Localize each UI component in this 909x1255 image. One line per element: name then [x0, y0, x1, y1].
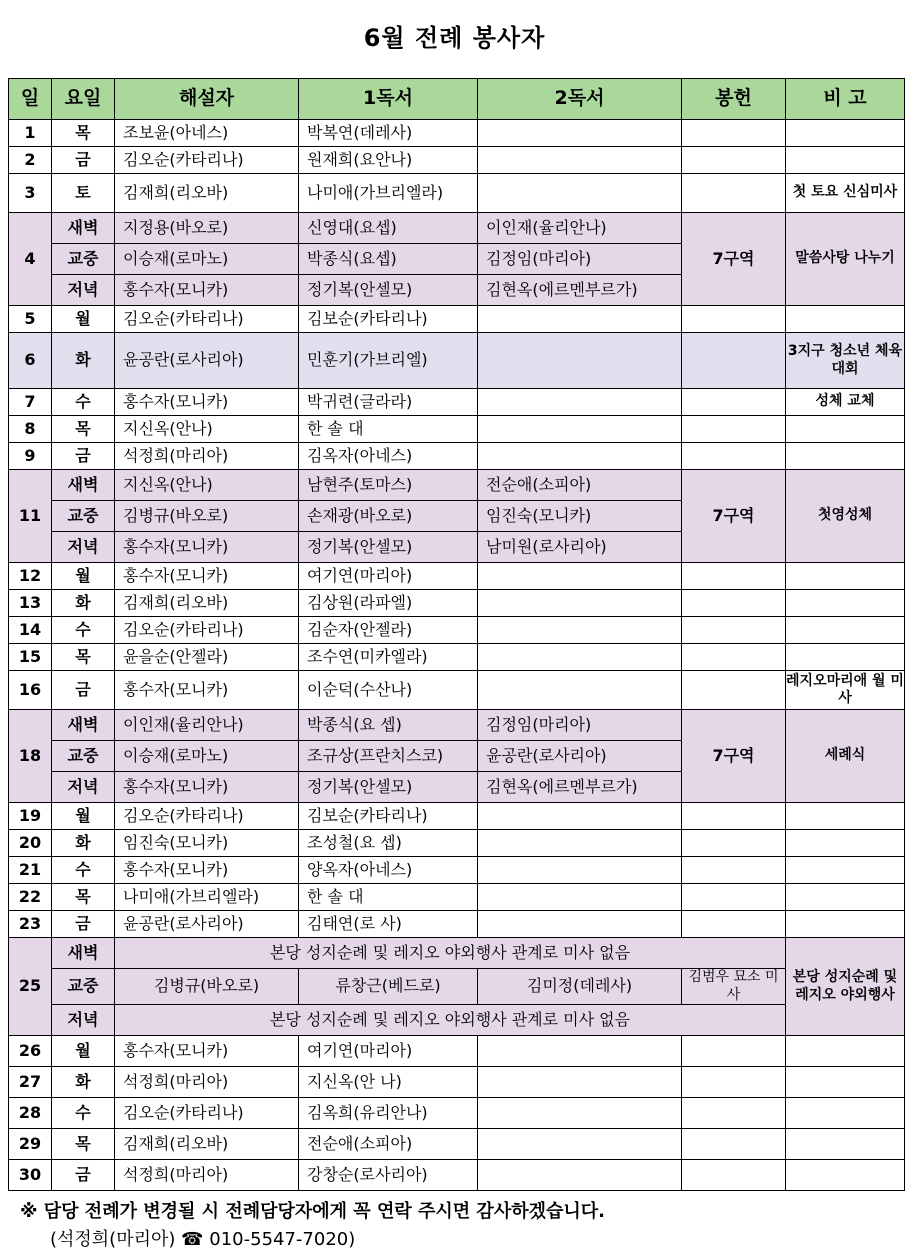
page-title: 6월 전례 봉사자	[363, 24, 546, 52]
narrator-cell: 홍수자(모니카)	[115, 857, 299, 884]
offering-cell	[682, 911, 786, 938]
weekday-cell: 금	[52, 911, 115, 938]
reading2-cell	[478, 120, 682, 147]
table-row	[9, 969, 905, 1005]
weekday-cell: 목	[52, 884, 115, 911]
weekday-cell: 토	[52, 174, 115, 213]
narrator-cell: 김오순(카타리나)	[115, 147, 299, 174]
weekday-cell: 목	[52, 120, 115, 147]
day-cell: 23	[9, 911, 52, 938]
no-mass-cell: 본당 성지순례 및 레지오 야외행사 관계로 미사 없음	[115, 938, 786, 969]
table-row	[9, 147, 905, 174]
note-cell	[786, 306, 905, 333]
reading2-cell	[478, 563, 682, 590]
narrator-cell: 임진숙(모니카)	[115, 830, 299, 857]
note-cell: 레지오마리애 월 미사	[786, 671, 905, 710]
reading1-cell: 류창근(베드로)	[299, 969, 478, 1005]
offering-cell	[682, 443, 786, 470]
reading1-cell: 김순자(안젤라)	[299, 617, 478, 644]
narrator-cell: 석정희(마리아)	[115, 443, 299, 470]
table-row	[9, 306, 905, 333]
narrator-cell: 석정희(마리아)	[115, 1067, 299, 1098]
table-row	[9, 617, 905, 644]
weekday-cell: 월	[52, 1036, 115, 1067]
weekday-cell: 금	[52, 443, 115, 470]
day-cell: 1	[9, 120, 52, 147]
table-row	[9, 884, 905, 911]
table-row	[9, 911, 905, 938]
offering-cell	[682, 174, 786, 213]
day-cell: 30	[9, 1160, 52, 1191]
weekday-cell: 월	[52, 803, 115, 830]
reading2-cell	[478, 857, 682, 884]
narrator-cell: 나미애(가브리엘라)	[115, 884, 299, 911]
note-cell: 첫영성체	[786, 470, 905, 563]
weekday-cell: 화	[52, 590, 115, 617]
reading2-cell	[478, 884, 682, 911]
header-note: 비 고	[786, 79, 905, 120]
offering-cell	[682, 120, 786, 147]
day-cell: 19	[9, 803, 52, 830]
footer-contact: (석정희(마리아) ☎ 010-5547-7020)	[50, 1228, 356, 1250]
table-row	[9, 938, 905, 969]
reading1-cell: 김보순(카타리나)	[299, 306, 478, 333]
narrator-cell: 김오순(카타리나)	[115, 1098, 299, 1129]
footer-note	[20, 1198, 605, 1254]
footer-line1: ※ 담당 전례가 변경될 시 전례담당자에게 꼭 연락 주시면 감사하겠습니다.	[20, 1201, 605, 1222]
narrator-cell: 김병규(바오로)	[115, 501, 299, 532]
reading1-cell: 김상원(라파엘)	[299, 590, 478, 617]
offering-cell	[682, 617, 786, 644]
reading1-cell: 여기연(마리아)	[299, 563, 478, 590]
note-cell: 말씀사탕 나누기	[786, 213, 905, 306]
mass-cell: 새벽	[52, 938, 115, 969]
header-row	[9, 79, 905, 120]
table-row	[9, 333, 905, 389]
weekday-cell: 목	[52, 1129, 115, 1160]
reading2-cell	[478, 644, 682, 671]
reading1-cell: 정기복(안셀모)	[299, 275, 478, 306]
weekday-cell: 금	[52, 1160, 115, 1191]
narrator-cell: 김오순(카타리나)	[115, 803, 299, 830]
reading2-cell	[478, 306, 682, 333]
schedule-table	[8, 78, 905, 1191]
narrator-cell: 김병규(바오로)	[115, 969, 299, 1005]
narrator-cell: 김오순(카타리나)	[115, 306, 299, 333]
reading1-cell: 박귀련(글라라)	[299, 389, 478, 416]
table-row	[9, 1036, 905, 1067]
table-row	[9, 644, 905, 671]
day-cell: 27	[9, 1067, 52, 1098]
table-row	[9, 416, 905, 443]
weekday-cell: 화	[52, 333, 115, 389]
reading1-cell: 정기복(안셀모)	[299, 532, 478, 563]
mass-cell: 새벽	[52, 470, 115, 501]
reading1-cell: 조규상(프란치스코)	[299, 741, 478, 772]
weekday-cell: 월	[52, 563, 115, 590]
reading2-cell: 김미정(데레사)	[478, 969, 682, 1005]
reading1-cell: 한 솔 대	[299, 416, 478, 443]
note-cell	[786, 884, 905, 911]
narrator-cell: 이승재(로마노)	[115, 244, 299, 275]
no-mass-cell: 본당 성지순례 및 레지오 야외행사 관계로 미사 없음	[115, 1005, 786, 1036]
reading2-cell	[478, 1036, 682, 1067]
offering-cell: 7구역	[682, 470, 786, 563]
reading1-cell: 박종식(요 셉)	[299, 710, 478, 741]
reading1-cell: 신영대(요셉)	[299, 213, 478, 244]
reading1-cell: 박복연(데레사)	[299, 120, 478, 147]
reading2-cell	[478, 389, 682, 416]
day-cell: 22	[9, 884, 52, 911]
header-narrator: 해설자	[115, 79, 299, 120]
offering-cell	[682, 1067, 786, 1098]
weekday-cell: 수	[52, 617, 115, 644]
day-cell: 15	[9, 644, 52, 671]
note-cell	[786, 644, 905, 671]
note-cell	[786, 617, 905, 644]
reading2-cell: 김정임(마리아)	[478, 244, 682, 275]
note-cell: 본당 성지순례 및 레지오 야외행사	[786, 938, 905, 1036]
offering-cell	[682, 803, 786, 830]
note-cell	[786, 416, 905, 443]
narrator-cell: 이승재(로마노)	[115, 741, 299, 772]
note-cell: 성체 교체	[786, 389, 905, 416]
day-cell: 8	[9, 416, 52, 443]
offering-cell	[682, 147, 786, 174]
header-reading1: 1독서	[299, 79, 478, 120]
narrator-cell: 홍수자(모니카)	[115, 532, 299, 563]
table-row	[9, 1160, 905, 1191]
narrator-cell: 김오순(카타리나)	[115, 617, 299, 644]
mass-cell: 저녁	[52, 772, 115, 803]
reading1-cell: 김옥자(아네스)	[299, 443, 478, 470]
offering-cell	[682, 333, 786, 389]
mass-cell: 새벽	[52, 710, 115, 741]
day-cell: 9	[9, 443, 52, 470]
weekday-cell: 목	[52, 416, 115, 443]
day-cell: 25	[9, 938, 52, 1036]
mass-cell: 교중	[52, 741, 115, 772]
reading2-cell: 김현옥(에르멘부르가)	[478, 772, 682, 803]
table-row	[9, 174, 905, 213]
narrator-cell: 홍수자(모니카)	[115, 275, 299, 306]
table-row	[9, 1005, 905, 1036]
note-cell	[786, 1160, 905, 1191]
reading2-cell: 김현옥(에르멘부르가)	[478, 275, 682, 306]
reading2-cell: 남미원(로사리아)	[478, 532, 682, 563]
weekday-cell: 금	[52, 671, 115, 710]
weekday-cell: 수	[52, 857, 115, 884]
note-cell	[786, 911, 905, 938]
day-cell: 26	[9, 1036, 52, 1067]
day-cell: 16	[9, 671, 52, 710]
header-offering: 봉헌	[682, 79, 786, 120]
table-row	[9, 710, 905, 741]
day-cell: 4	[9, 213, 52, 306]
offering-cell	[682, 389, 786, 416]
narrator-cell: 김재희(리오바)	[115, 590, 299, 617]
header-day: 일	[9, 79, 52, 120]
offering-cell	[682, 857, 786, 884]
table-row	[9, 120, 905, 147]
narrator-cell: 이인재(율리안나)	[115, 710, 299, 741]
mass-cell: 저녁	[52, 532, 115, 563]
offering-cell	[682, 671, 786, 710]
weekday-cell: 월	[52, 306, 115, 333]
reading1-cell: 손재광(바오로)	[299, 501, 478, 532]
reading1-cell: 한 솔 대	[299, 884, 478, 911]
reading1-cell: 이순덕(수산나)	[299, 671, 478, 710]
narrator-cell: 석정희(마리아)	[115, 1160, 299, 1191]
reading2-cell	[478, 1160, 682, 1191]
offering-cell	[682, 1098, 786, 1129]
schedule-body	[9, 120, 905, 1191]
reading1-cell: 정기복(안셀모)	[299, 772, 478, 803]
weekday-cell: 금	[52, 147, 115, 174]
day-cell: 28	[9, 1098, 52, 1129]
day-cell: 5	[9, 306, 52, 333]
day-cell: 11	[9, 470, 52, 563]
reading2-cell: 이인재(율리안나)	[478, 213, 682, 244]
table-row	[9, 830, 905, 857]
reading1-cell: 김태연(로 사)	[299, 911, 478, 938]
note-cell	[786, 563, 905, 590]
offering-cell	[682, 1036, 786, 1067]
reading2-cell	[478, 671, 682, 710]
table-row	[9, 470, 905, 501]
reading2-cell	[478, 803, 682, 830]
reading2-cell	[478, 590, 682, 617]
note-cell: 첫 토요 신심미사	[786, 174, 905, 213]
reading2-cell	[478, 830, 682, 857]
narrator-cell: 김재희(리오바)	[115, 1129, 299, 1160]
table-row	[9, 213, 905, 244]
day-cell: 7	[9, 389, 52, 416]
reading2-cell	[478, 1067, 682, 1098]
header-weekday: 요일	[52, 79, 115, 120]
note-cell	[786, 1067, 905, 1098]
day-cell: 2	[9, 147, 52, 174]
reading2-cell	[478, 443, 682, 470]
reading2-cell	[478, 174, 682, 213]
offering-cell	[682, 1160, 786, 1191]
weekday-cell: 수	[52, 1098, 115, 1129]
narrator-cell: 윤공란(로사리아)	[115, 911, 299, 938]
narrator-cell: 조보윤(아네스)	[115, 120, 299, 147]
reading2-cell: 임진숙(모니카)	[478, 501, 682, 532]
day-cell: 13	[9, 590, 52, 617]
day-cell: 21	[9, 857, 52, 884]
reading1-cell: 전순애(소피아)	[299, 1129, 478, 1160]
offering-cell: 7구역	[682, 213, 786, 306]
reading1-cell: 양옥자(아네스)	[299, 857, 478, 884]
narrator-cell: 홍수자(모니카)	[115, 671, 299, 710]
mass-cell: 교중	[52, 501, 115, 532]
offering-cell	[682, 306, 786, 333]
weekday-cell: 화	[52, 830, 115, 857]
reading1-cell: 조수연(미카엘라)	[299, 644, 478, 671]
weekday-cell: 화	[52, 1067, 115, 1098]
reading2-cell	[478, 147, 682, 174]
reading2-cell	[478, 333, 682, 389]
weekday-cell: 수	[52, 389, 115, 416]
reading2-cell	[478, 911, 682, 938]
day-cell: 3	[9, 174, 52, 213]
reading2-cell	[478, 1098, 682, 1129]
day-cell: 29	[9, 1129, 52, 1160]
offering-cell	[682, 563, 786, 590]
narrator-cell: 홍수자(모니카)	[115, 389, 299, 416]
mass-cell: 새벽	[52, 213, 115, 244]
table-row	[9, 1098, 905, 1129]
note-cell	[786, 803, 905, 830]
reading2-cell: 윤공란(로사리아)	[478, 741, 682, 772]
narrator-cell: 지신옥(안나)	[115, 470, 299, 501]
day-cell: 18	[9, 710, 52, 803]
reading1-cell: 조성철(요 셉)	[299, 830, 478, 857]
reading2-cell: 김정임(마리아)	[478, 710, 682, 741]
narrator-cell: 홍수자(모니카)	[115, 563, 299, 590]
note-cell	[786, 830, 905, 857]
reading1-cell: 남현주(토마스)	[299, 470, 478, 501]
day-cell: 12	[9, 563, 52, 590]
table-row	[9, 590, 905, 617]
day-cell: 6	[9, 333, 52, 389]
offering-cell	[682, 830, 786, 857]
note-cell	[786, 147, 905, 174]
offering-cell	[682, 884, 786, 911]
note-cell	[786, 857, 905, 884]
offering-cell: 7구역	[682, 710, 786, 803]
day-cell: 14	[9, 617, 52, 644]
reading1-cell: 박종식(요셉)	[299, 244, 478, 275]
offering-cell	[682, 1129, 786, 1160]
narrator-cell: 김재희(리오바)	[115, 174, 299, 213]
narrator-cell: 윤공란(로사리아)	[115, 333, 299, 389]
table-row	[9, 1067, 905, 1098]
table-row	[9, 389, 905, 416]
reading1-cell: 지신옥(안 나)	[299, 1067, 478, 1098]
narrator-cell: 윤을순(안젤라)	[115, 644, 299, 671]
offering-cell	[682, 416, 786, 443]
reading1-cell: 나미애(가브리엘라)	[299, 174, 478, 213]
mass-cell: 저녁	[52, 275, 115, 306]
table-row	[9, 563, 905, 590]
weekday-cell: 목	[52, 644, 115, 671]
reading1-cell: 강창순(로사리아)	[299, 1160, 478, 1191]
offering-cell: 김범우 묘소 미사	[682, 969, 786, 1005]
reading2-cell: 전순애(소피아)	[478, 470, 682, 501]
reading1-cell: 여기연(마리아)	[299, 1036, 478, 1067]
reading1-cell: 민훈기(가브리엘)	[299, 333, 478, 389]
note-cell	[786, 590, 905, 617]
note-cell: 세례식	[786, 710, 905, 803]
reading2-cell	[478, 1129, 682, 1160]
reading2-cell	[478, 617, 682, 644]
narrator-cell: 홍수자(모니카)	[115, 772, 299, 803]
day-cell: 20	[9, 830, 52, 857]
note-cell	[786, 1129, 905, 1160]
reading2-cell	[478, 416, 682, 443]
table-row	[9, 1129, 905, 1160]
mass-cell: 교중	[52, 244, 115, 275]
narrator-cell: 지정용(바오로)	[115, 213, 299, 244]
note-cell: 3지구 청소년 체육대회	[786, 333, 905, 389]
note-cell	[786, 120, 905, 147]
table-row	[9, 671, 905, 710]
reading1-cell: 김보순(카타리나)	[299, 803, 478, 830]
note-cell	[786, 1098, 905, 1129]
note-cell	[786, 1036, 905, 1067]
reading1-cell: 김옥희(유리안나)	[299, 1098, 478, 1129]
narrator-cell: 지신옥(안나)	[115, 416, 299, 443]
offering-cell	[682, 644, 786, 671]
mass-cell: 저녁	[52, 1005, 115, 1036]
mass-cell: 교중	[52, 969, 115, 1005]
table-row	[9, 443, 905, 470]
note-cell	[786, 443, 905, 470]
table-row	[9, 857, 905, 884]
narrator-cell: 홍수자(모니카)	[115, 1036, 299, 1067]
table-row	[9, 803, 905, 830]
offering-cell	[682, 590, 786, 617]
header-reading2: 2독서	[478, 79, 682, 120]
reading1-cell: 원재희(요안나)	[299, 147, 478, 174]
